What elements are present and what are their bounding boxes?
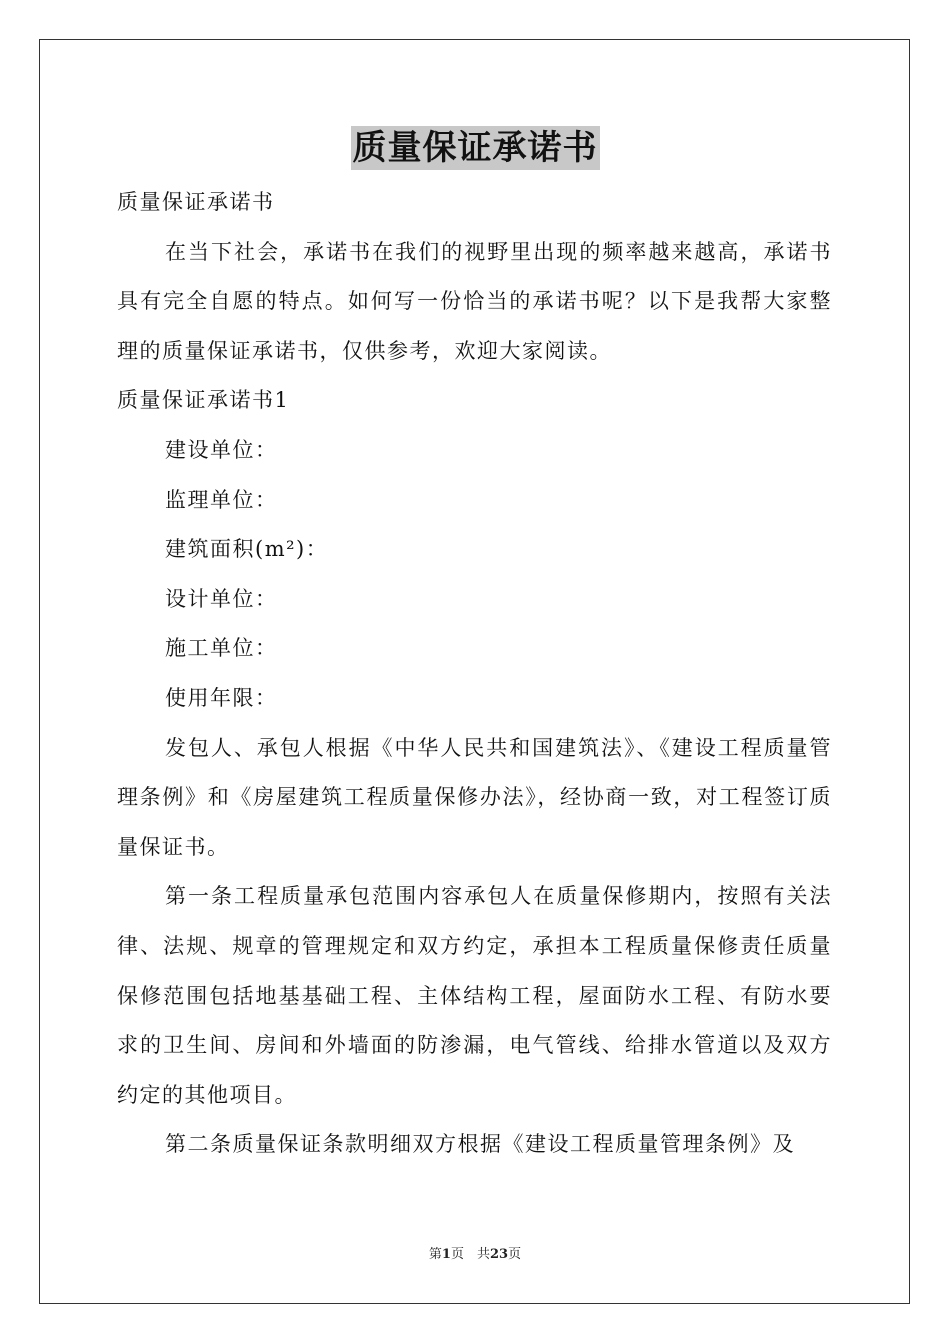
- title-container: [0, 126, 950, 170]
- body-paragraph: 第二条质量保证条款明细双方根据《建设工程质量管理条例》及: [165, 1132, 795, 1157]
- footer-page-suffix: 页: [508, 1247, 522, 1262]
- body-paragraph: 建筑面积(m²)：: [165, 537, 329, 562]
- body-paragraph: 建设单位：: [165, 437, 278, 462]
- body-paragraph: 设计单位：: [165, 586, 278, 611]
- footer-page-mid: 页 共: [450, 1247, 490, 1262]
- section-heading: 质量保证承诺书1: [117, 388, 290, 413]
- document-body: [117, 178, 832, 1170]
- body-paragraph: 在当下社会，承诺书在我们的视野里出现的频率越来越高，承诺书具有完全自愿的特点。如何写一份恰当的承诺书呢？以下是我帮大家整理的质量保证承诺书，仅供参考，欢迎大家阅读。: [117, 239, 832, 363]
- section-heading: 质量保证承诺书: [117, 190, 275, 214]
- body-paragraph: 施工单位：: [165, 636, 278, 661]
- footer-total-pages: 23: [489, 1247, 509, 1262]
- body-paragraph: 监理单位：: [165, 487, 278, 512]
- body-paragraph: 发包人、承包人根据《中华人民共和国建筑法》、《建设工程质量管理条例》和《房屋建筑工程质量保修办法》，经协商一致，对工程签订质量保证书。: [117, 735, 832, 859]
- body-paragraph: 第一条工程质量承包范围内容承包人在质量保修期内，按照有关法律、法规、规章的管理规定和双方约定，承担本工程质量保修责任质量保修范围包括地基基础工程、主体结构工程，屋面防水工程、有防水要求的卫生间、房间和外墙面的防渗漏，电气管线、给排水管道以及双方约定的其他项目。: [117, 884, 832, 1107]
- body-paragraph: 使用年限：: [165, 685, 278, 710]
- footer-page-prefix: 第: [428, 1247, 442, 1262]
- footer-current-page: 1: [441, 1247, 451, 1262]
- document-title: 质量保证承诺书: [352, 128, 598, 168]
- page-footer: [0, 1246, 950, 1264]
